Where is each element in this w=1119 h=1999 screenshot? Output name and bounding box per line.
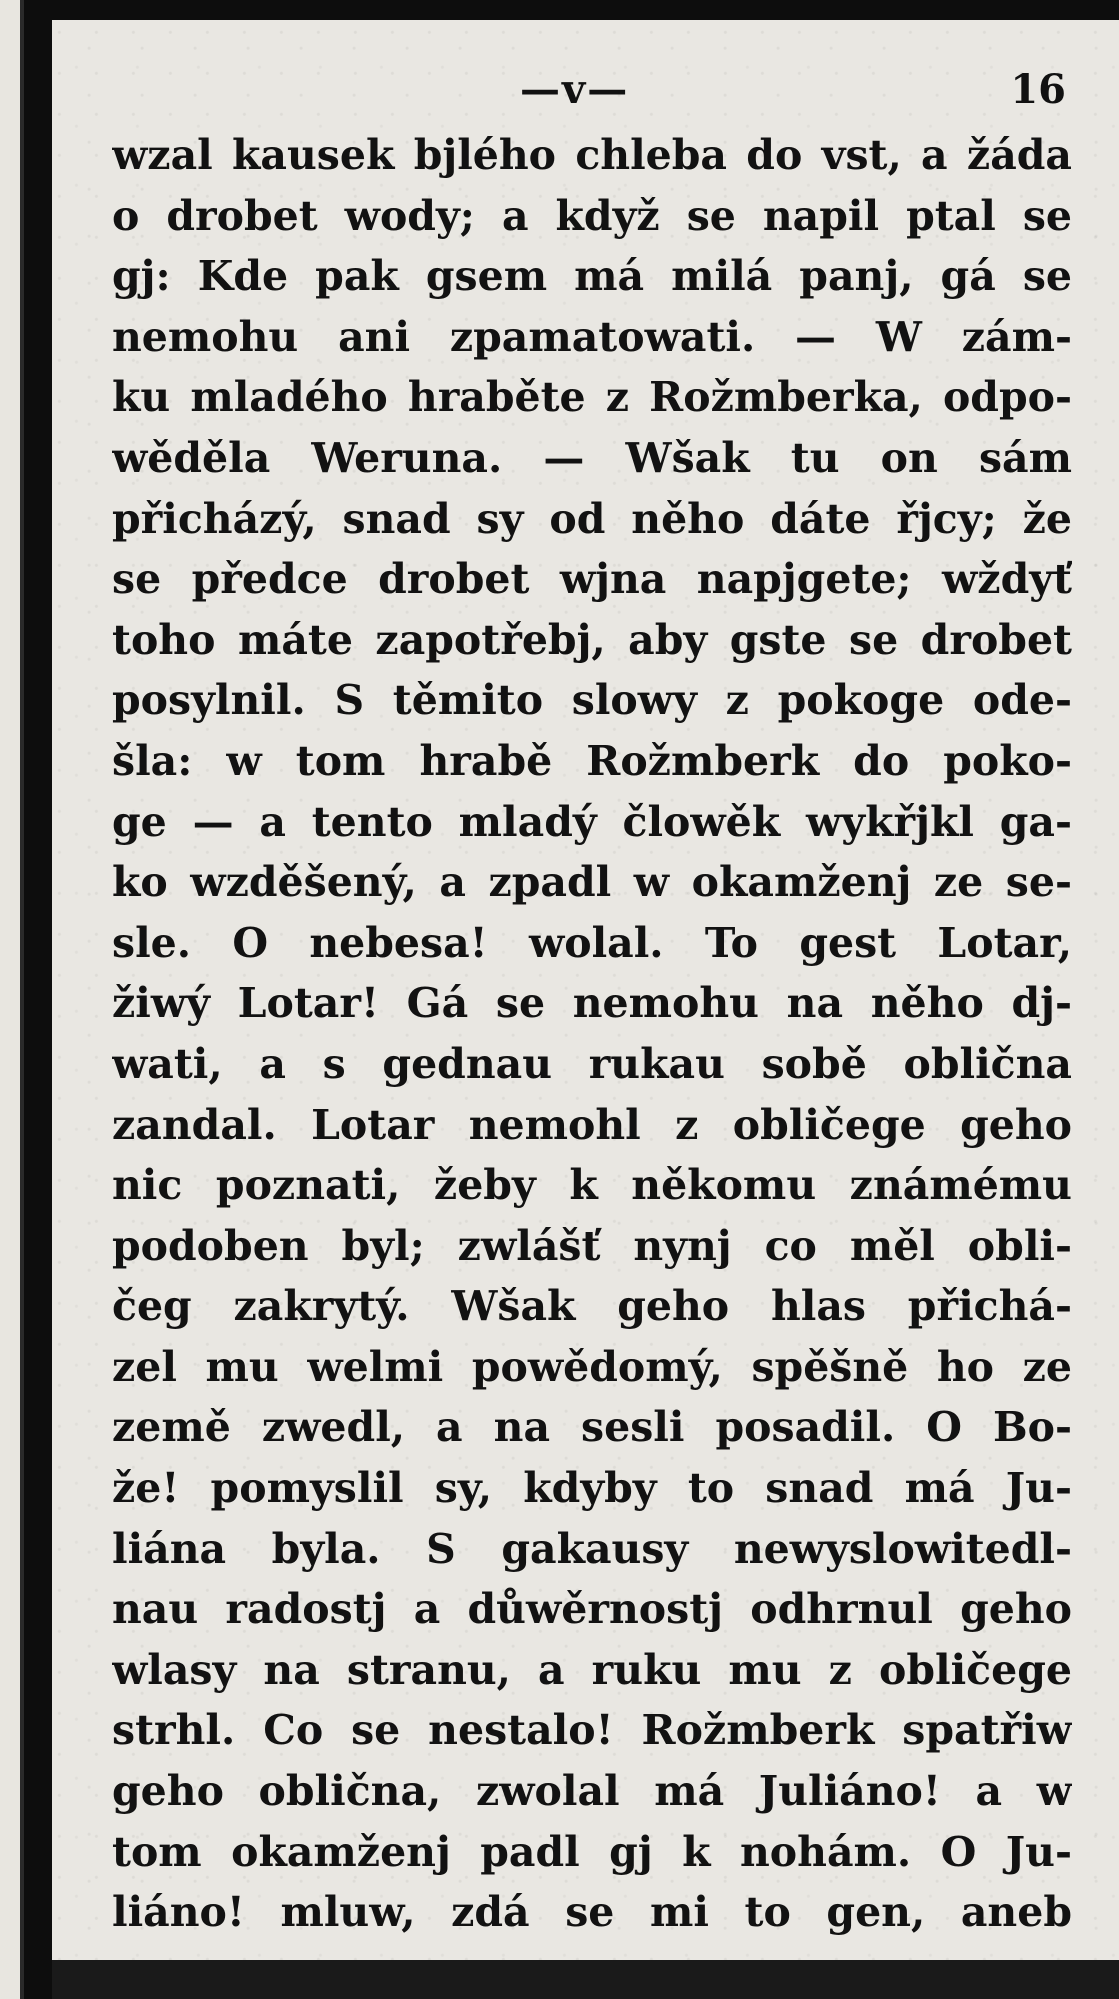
- page-header: [520, 66, 1080, 126]
- page-bottom-edge: [52, 1960, 1119, 1999]
- text-line: že! pomyslil sy, kdyby to snad má Ju-: [112, 1464, 1072, 1513]
- text-line: ge — a tento mladý člowěk wykřjkl ga-: [112, 797, 1072, 846]
- text-line: podoben byl; zwlášť nynj co měl obli-: [112, 1221, 1072, 1270]
- text-line: toho máte zapotřebj, aby gste se drobet: [112, 615, 1072, 664]
- text-line: gj: Kde pak gsem má milá panj, gá se: [112, 252, 1072, 301]
- text-line: zel mu welmi powědomý, spěšně ho ze: [112, 1342, 1072, 1391]
- text-line: wzal kausek bjlého chleba do vst, a žáda: [112, 131, 1072, 179]
- text-line: přicházý, snad sy od něho dáte řjcy; že: [112, 494, 1072, 543]
- text-line: nemohu ani zpamatowati. — W zám-: [112, 312, 1072, 361]
- text-line: strhl. Co se nestalo! Rožmberk spatřiw: [112, 1706, 1072, 1755]
- text-line: zandal. Lotar nemohl z obličege geho: [112, 1100, 1072, 1149]
- text-line: čeg zakrytý. Wšak geho hlas přichá-: [112, 1282, 1072, 1331]
- text-line: země zwedl, a na sesli posadil. O Bo-: [112, 1403, 1072, 1452]
- text-line: liána byla. S gakausy newyslowitedl-: [112, 1524, 1072, 1573]
- text-line: posylnil. S těmito slowy z pokoge ode-: [112, 676, 1072, 725]
- gutter-shadow: [20, 0, 24, 1999]
- text-line: o drobet wody; a když se napil ptal se: [112, 191, 1072, 240]
- text-line: wlasy na stranu, a ruku mu z obličege: [112, 1645, 1072, 1694]
- text-line: šla: w tom hrabě Rožmberk do poko-: [112, 736, 1072, 785]
- text-line: liáno! mluw, zdá se mi to gen, aneb: [112, 1888, 1072, 1937]
- text-line: ku mladého hraběte z Rožmberka, odpo-: [112, 373, 1072, 422]
- text-line: tom okamženj padl gj k nohám. O Ju-: [112, 1827, 1072, 1876]
- text-line: wěděla Weruna. — Wšak tu on sám: [112, 433, 1072, 482]
- page-signature: —v—: [520, 66, 630, 113]
- body-text: [112, 125, 1072, 1943]
- text-line: geho oblična, zwolal má Juliáno! a w: [112, 1767, 1072, 1816]
- text-line: žiwý Lotar! Gá se nemohu na něho dj-: [112, 979, 1072, 1028]
- adjacent-page-edge: [0, 0, 20, 1999]
- text-line: sle. O nebesa! wolal. To gest Lotar,: [112, 918, 1072, 967]
- page-number: 16: [1010, 66, 1066, 113]
- text-line: ko wzděšený, a zpadl w okamženj ze se-: [112, 858, 1072, 907]
- text-line: nau radostj a důwěrnostj odhrnul geho: [112, 1585, 1072, 1634]
- text-line: wati, a s gednau rukau sobě oblična: [112, 1039, 1072, 1088]
- text-line: nic poznati, žeby k někomu známému: [112, 1161, 1072, 1210]
- text-line: se předce drobet wjna napjgete; wždyť: [112, 555, 1072, 604]
